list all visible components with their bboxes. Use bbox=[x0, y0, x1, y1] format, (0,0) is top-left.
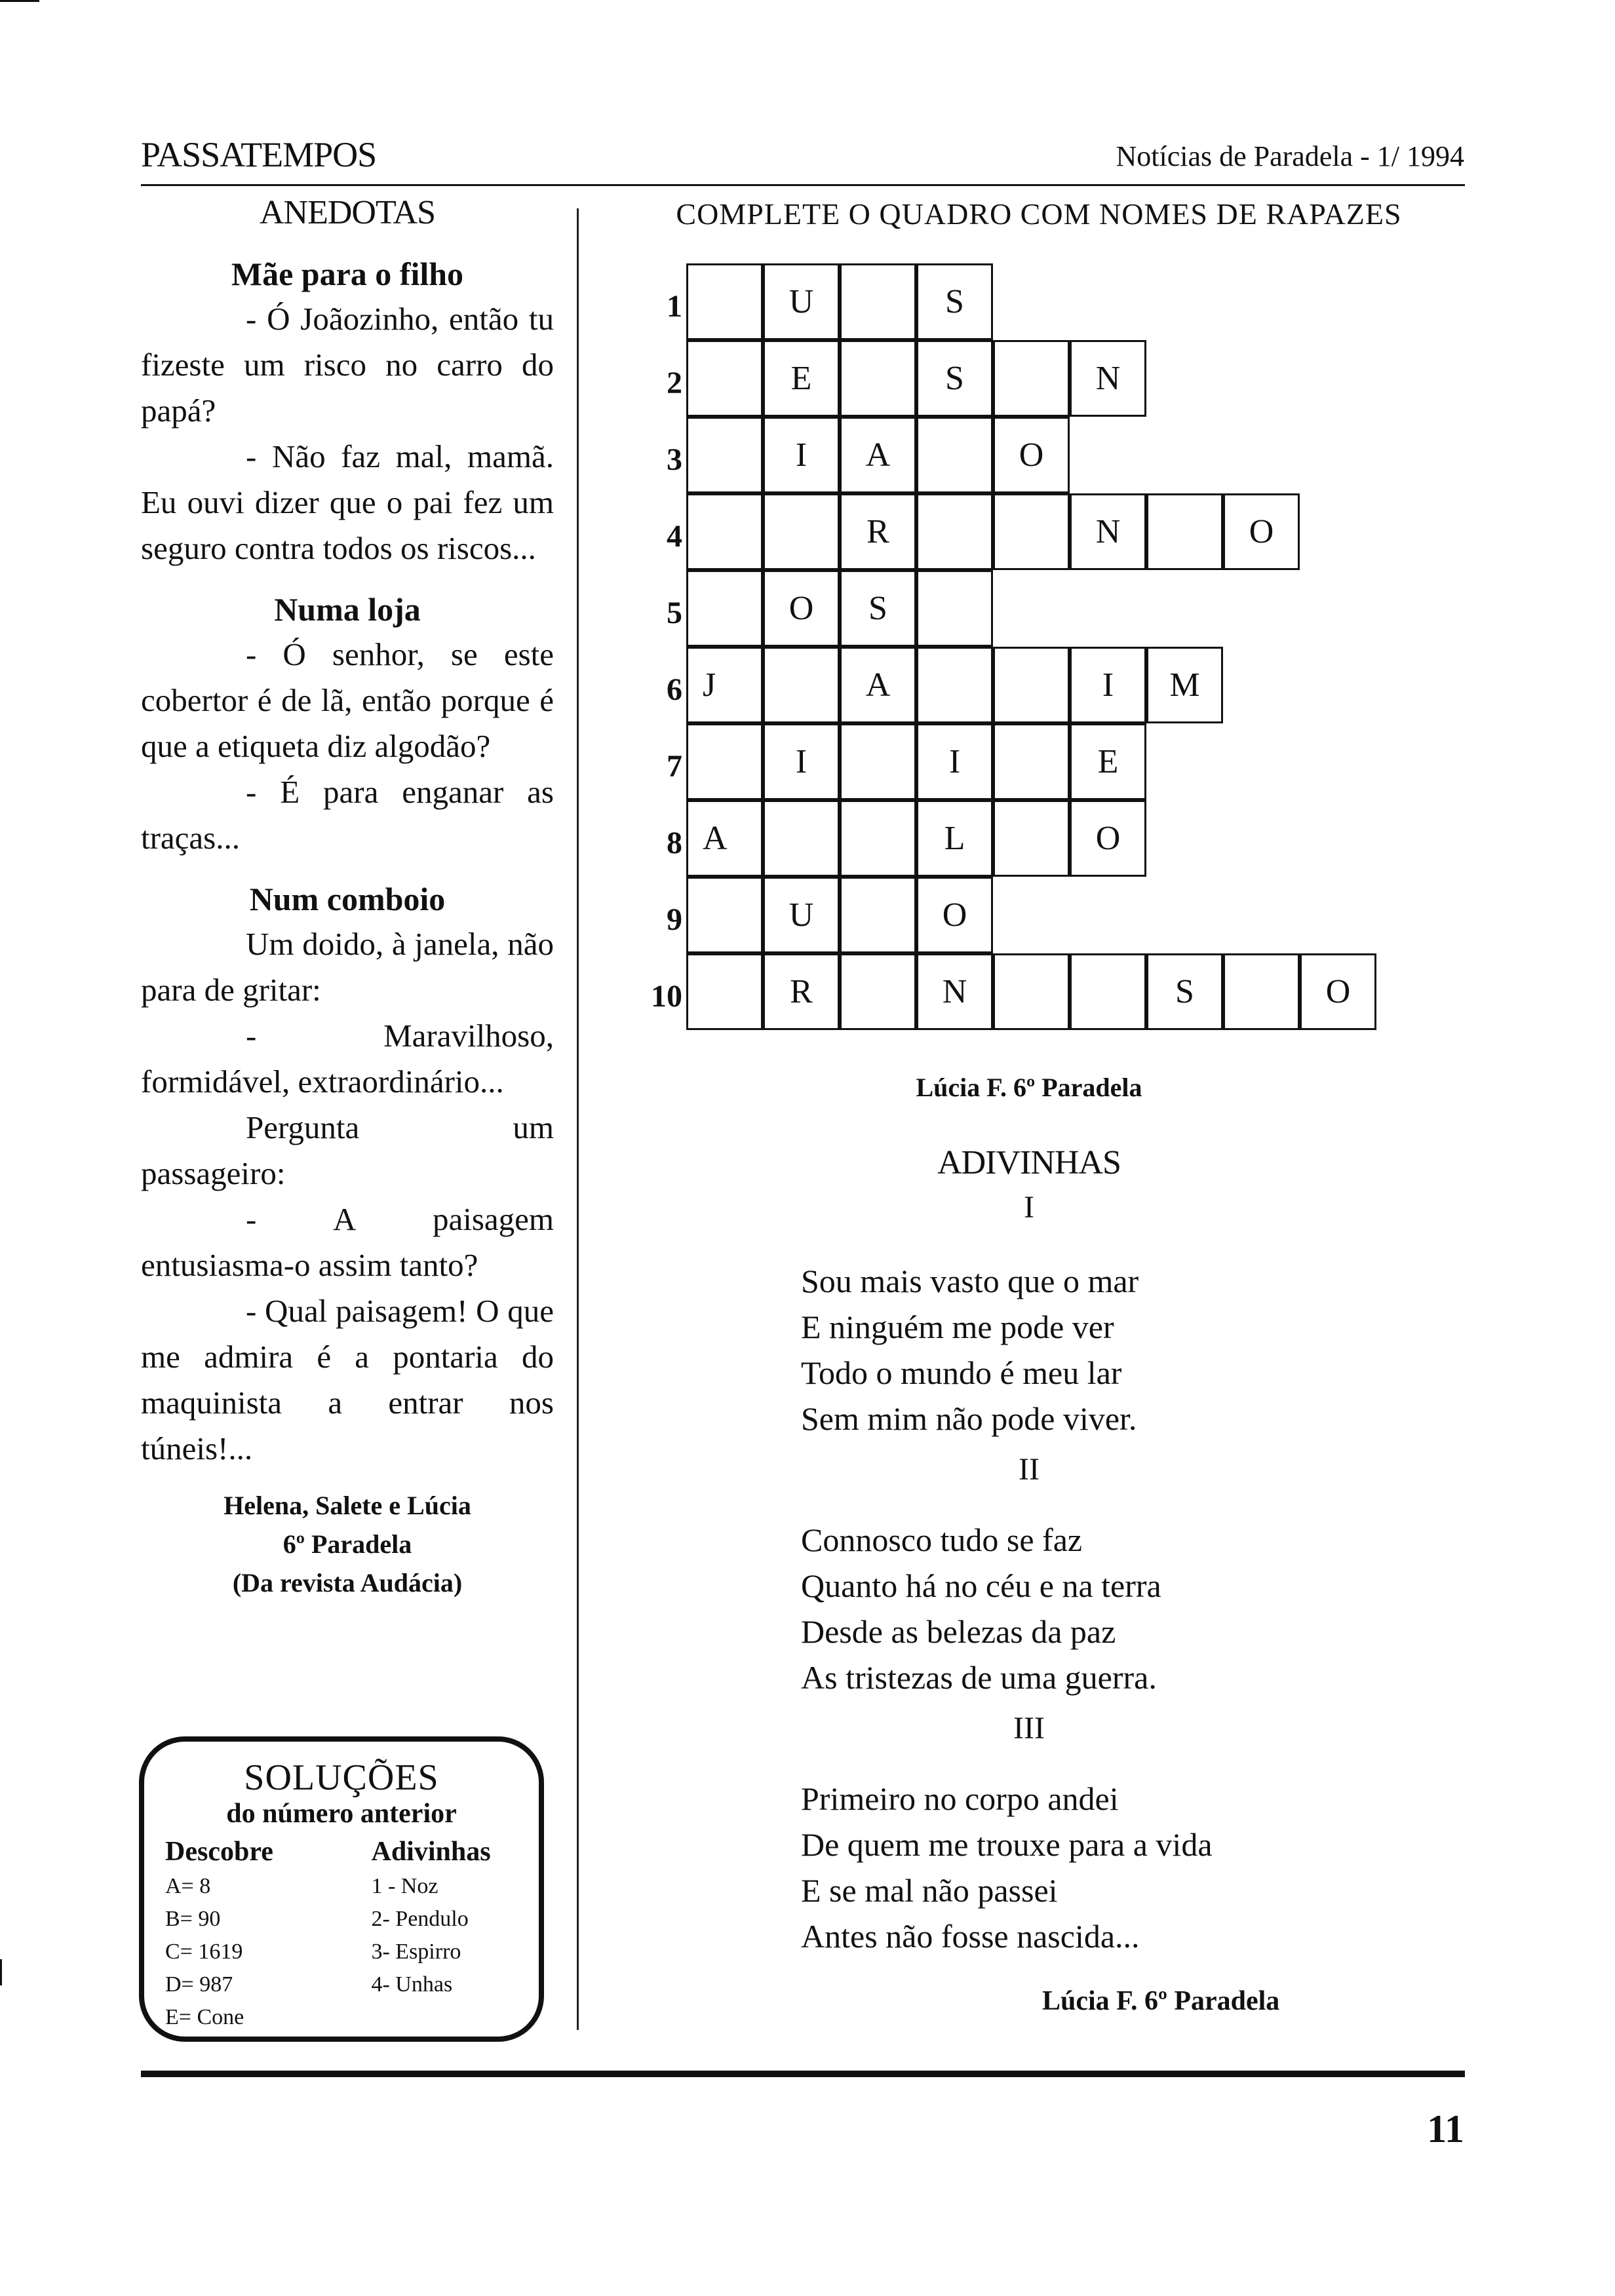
crossword-cell[interactable] bbox=[763, 647, 840, 723]
crossword-cell[interactable] bbox=[840, 340, 916, 417]
crossword-cell[interactable]: U bbox=[763, 877, 840, 953]
scan-mark bbox=[0, 0, 39, 2]
riddle-verse bbox=[801, 1776, 1213, 1959]
crossword-cell[interactable] bbox=[686, 263, 763, 340]
crossword-cell[interactable] bbox=[840, 953, 916, 1030]
crossword-cell[interactable] bbox=[686, 723, 763, 800]
crossword-cell[interactable]: R bbox=[763, 953, 840, 1030]
crossword-cell[interactable] bbox=[686, 877, 763, 953]
credit-line: Helena, Salete e Lúcia bbox=[224, 1491, 471, 1520]
riddle-verse bbox=[801, 1258, 1138, 1442]
crossword-cell[interactable]: I bbox=[916, 723, 993, 800]
crossword-cell[interactable] bbox=[1223, 953, 1300, 1030]
adivinhas-title: ADIVINHAS bbox=[937, 1144, 1121, 1181]
verse-line: Todo o mundo é meu lar bbox=[801, 1354, 1122, 1391]
crossword-cell[interactable]: O bbox=[916, 877, 993, 953]
row-number: 9 bbox=[667, 902, 682, 937]
adivinhas-heading: Adivinhas bbox=[371, 1837, 491, 1867]
joke-paragraph: - A paisagem entusiasma-o assim tanto? bbox=[141, 1201, 554, 1283]
verse-line: Connosco tudo se faz bbox=[801, 1521, 1083, 1558]
crossword-cell[interactable] bbox=[686, 493, 763, 570]
joke-paragraph: - Ó senhor, se este cobertor é de lã, então porque é que a etiqueta diz algodão? bbox=[141, 636, 554, 764]
anedotas-credit bbox=[141, 1486, 554, 1602]
anedotas-title: ANEDOTAS bbox=[259, 194, 436, 231]
crossword-cell[interactable]: I bbox=[763, 417, 840, 493]
descobre-heading: Descobre bbox=[165, 1837, 273, 1867]
crossword-title: COMPLETE O QUADRO COM NOMES DE RAPAZES bbox=[676, 197, 1402, 231]
adivinhas-item: 3- Espirro bbox=[371, 1940, 461, 1964]
crossword-cell[interactable] bbox=[763, 800, 840, 877]
verse-line: Sou mais vasto que o mar bbox=[801, 1263, 1139, 1299]
verse-line: As tristezas de uma guerra. bbox=[801, 1659, 1157, 1696]
crossword-cell[interactable] bbox=[840, 877, 916, 953]
crossword-cell[interactable] bbox=[993, 340, 1070, 417]
riddle-numeral: III bbox=[1013, 1711, 1045, 1746]
crossword-cell[interactable] bbox=[993, 953, 1070, 1030]
scan-mark bbox=[0, 1959, 2, 1985]
adivinhas-item: 2- Pendulo bbox=[371, 1907, 469, 1931]
joke-paragraph: - Ó Joãozinho, então tu fizeste um risco no carro do papá? bbox=[141, 301, 554, 429]
crossword-cell[interactable]: E bbox=[763, 340, 840, 417]
row-number: 1 bbox=[667, 289, 682, 324]
crossword-cell[interactable]: R bbox=[840, 493, 916, 570]
joke-paragraph: - Não faz mal, mamã. Eu ouvi dizer que o pai fez um seguro contra todos os riscos... bbox=[141, 438, 554, 566]
adivinhas-item: 4- Unhas bbox=[371, 1972, 453, 1997]
crossword-cell[interactable]: O bbox=[763, 570, 840, 647]
row-number: 5 bbox=[667, 596, 682, 630]
crossword-cell[interactable]: L bbox=[916, 800, 993, 877]
credit-line: 6º Paradela bbox=[282, 1529, 412, 1559]
crossword-cell[interactable]: I bbox=[763, 723, 840, 800]
page-number: 11 bbox=[1427, 2107, 1464, 2151]
joke-paragraph: - Maravilhoso, formidável, extraordinário... bbox=[141, 1018, 554, 1100]
crossword-cell[interactable] bbox=[993, 800, 1070, 877]
crossword-cell[interactable] bbox=[916, 493, 993, 570]
crossword-cell[interactable]: O bbox=[993, 417, 1070, 493]
descobre-item: E= Cone bbox=[165, 2005, 244, 2029]
crossword-cell[interactable] bbox=[1070, 953, 1146, 1030]
crossword-credit: Lúcia F. 6º Paradela bbox=[916, 1073, 1142, 1102]
credit-line: (Da revista Audácia) bbox=[232, 1568, 463, 1598]
riddle-numeral: II bbox=[1019, 1452, 1040, 1487]
crossword-cell[interactable]: N bbox=[1070, 493, 1146, 570]
crossword-cell[interactable] bbox=[916, 570, 993, 647]
crossword-cell[interactable] bbox=[840, 723, 916, 800]
verse-line: Antes não fosse nascida... bbox=[801, 1918, 1140, 1955]
descobre-item: B= 90 bbox=[165, 1907, 221, 1931]
crossword-cell[interactable] bbox=[1146, 493, 1223, 570]
solutions-adivinhas bbox=[371, 1833, 539, 2034]
jokes-list bbox=[141, 252, 554, 1472]
crossword-cell[interactable] bbox=[686, 417, 763, 493]
verse-line: E ninguém me pode ver bbox=[801, 1309, 1114, 1345]
crossword-cell[interactable] bbox=[686, 340, 763, 417]
verse-line: E se mal não passei bbox=[801, 1872, 1058, 1909]
riddle-numeral: I bbox=[1024, 1190, 1034, 1225]
row-number: 7 bbox=[667, 749, 682, 784]
column-divider bbox=[577, 208, 579, 2030]
joke-paragraph: Um doido, à janela, não para de gritar: bbox=[141, 926, 554, 1008]
publication-info: Notícias de Paradela - 1/ 1994 bbox=[1116, 140, 1464, 172]
solutions-subtitle: do número anterior bbox=[226, 1799, 457, 1829]
crossword-cell[interactable]: O bbox=[1223, 493, 1300, 570]
header-rule bbox=[141, 184, 1465, 186]
joke-paragraph: - Qual paisagem! O que me admira é a pontaria do maquinista a entrar nos túneis!... bbox=[141, 1293, 554, 1466]
verse-line: De quem me trouxe para a vida bbox=[801, 1826, 1213, 1863]
joke-paragraph: - É para enganar as traças... bbox=[141, 774, 554, 856]
row-number: 10 bbox=[651, 979, 682, 1014]
joke-title: Numa loja bbox=[274, 591, 421, 628]
crossword-cell[interactable] bbox=[686, 570, 763, 647]
solutions-box bbox=[139, 1736, 544, 2042]
crossword-cell[interactable] bbox=[686, 953, 763, 1030]
verse-line: Primeiro no corpo andei bbox=[801, 1780, 1119, 1817]
crossword-cell[interactable]: O bbox=[1300, 953, 1376, 1030]
descobre-item: A= 8 bbox=[165, 1874, 211, 1898]
footer-rule bbox=[141, 2071, 1465, 2077]
joke-paragraph: Pergunta um passageiro: bbox=[141, 1109, 554, 1191]
crossword-cell[interactable]: N bbox=[1070, 340, 1146, 417]
crossword-cell[interactable]: I bbox=[1070, 647, 1146, 723]
verse-line: Sem mim não pode viver. bbox=[801, 1400, 1137, 1437]
adivinhas-item: 1 - Noz bbox=[371, 1874, 438, 1898]
anedotas-column bbox=[141, 190, 554, 1602]
crossword-cell[interactable]: S bbox=[1146, 953, 1223, 1030]
crossword-cell[interactable]: S bbox=[840, 570, 916, 647]
row-number: 3 bbox=[667, 442, 682, 477]
row-number: 8 bbox=[667, 826, 682, 860]
verse-line: Desde as belezas da paz bbox=[801, 1613, 1116, 1650]
crossword-cell[interactable]: J bbox=[686, 647, 763, 723]
verse-line: Quanto há no céu e na terra bbox=[801, 1567, 1161, 1604]
joke-title: Mãe para o filho bbox=[231, 256, 464, 292]
crossword-cell[interactable] bbox=[840, 263, 916, 340]
crossword-cell[interactable]: A bbox=[686, 800, 763, 877]
joke-title: Num comboio bbox=[249, 881, 446, 917]
row-number: 4 bbox=[667, 519, 682, 554]
crossword-cell[interactable]: A bbox=[840, 417, 916, 493]
row-number: 2 bbox=[667, 366, 682, 400]
solutions-descobre bbox=[165, 1833, 371, 2034]
crossword-cell[interactable]: M bbox=[1146, 647, 1223, 723]
crossword-cell[interactable] bbox=[916, 647, 993, 723]
row-number: 6 bbox=[667, 672, 682, 707]
solutions-title: SOLUÇÕES bbox=[244, 1757, 439, 1798]
crossword-cell[interactable] bbox=[916, 417, 993, 493]
crossword-cell[interactable]: U bbox=[763, 263, 840, 340]
crossword-cell[interactable]: S bbox=[916, 340, 993, 417]
crossword-cell[interactable] bbox=[993, 647, 1070, 723]
descobre-item: C= 1619 bbox=[165, 1940, 243, 1964]
crossword-cell[interactable] bbox=[763, 493, 840, 570]
crossword-cell[interactable]: O bbox=[1070, 800, 1146, 877]
crossword-cell[interactable]: E bbox=[1070, 723, 1146, 800]
crossword-cell[interactable] bbox=[993, 493, 1070, 570]
crossword-cell[interactable]: N bbox=[916, 953, 993, 1030]
crossword-cell[interactable]: S bbox=[916, 263, 993, 340]
riddle-verse bbox=[801, 1517, 1161, 1700]
descobre-item: D= 987 bbox=[165, 1972, 233, 1997]
crossword-cell[interactable]: A bbox=[840, 647, 916, 723]
crossword-cell[interactable] bbox=[840, 800, 916, 877]
crossword-cell[interactable] bbox=[993, 723, 1070, 800]
section-title: PASSATEMPOS bbox=[141, 135, 377, 174]
adivinhas-credit: Lúcia F. 6º Paradela bbox=[1042, 1986, 1280, 2016]
